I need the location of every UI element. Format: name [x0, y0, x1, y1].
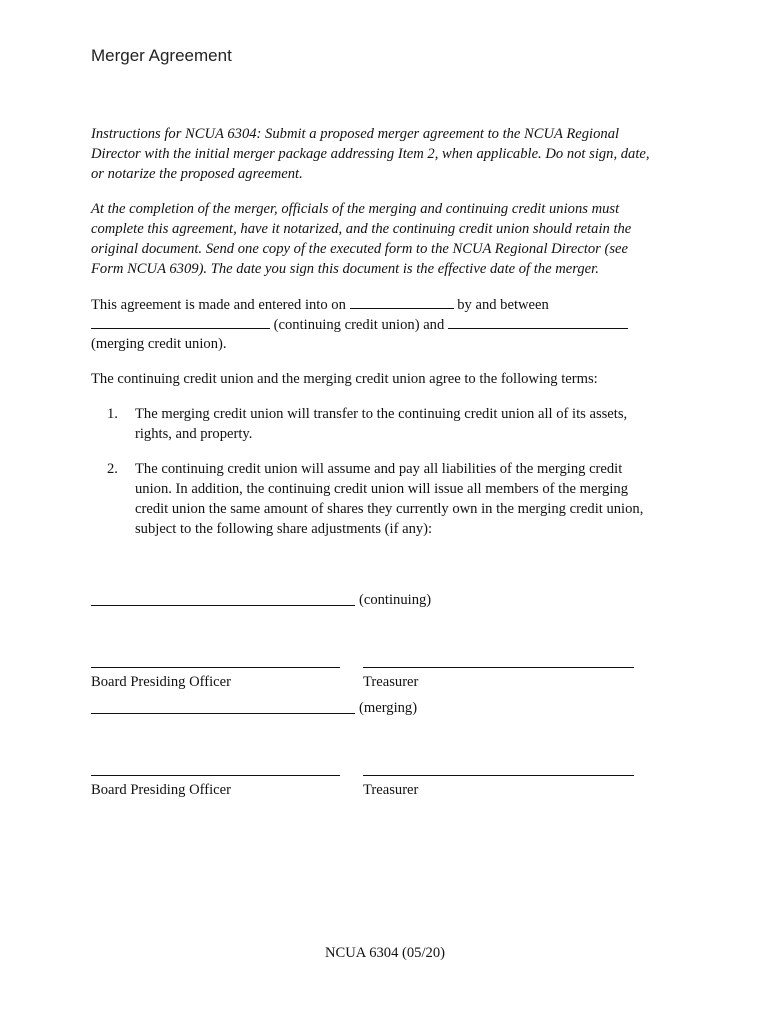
- continuing-cu-label: (continuing credit union) and: [273, 317, 445, 333]
- parties-line: [91, 314, 628, 335]
- instructions-line: Director with the initial merger package addressing Item 2, when applicable. Do not sign, date,: [91, 146, 650, 162]
- continuing-officer-signature-line[interactable]: [91, 667, 340, 668]
- item-line: The merging credit union will transfer to the continuing credit union all of its assets,: [135, 406, 628, 422]
- agreement-date-field[interactable]: [350, 294, 454, 309]
- merging-treasurer-signature-line[interactable]: [363, 775, 634, 776]
- item-line: credit union the same amount of shares they currently own in the merging credit union,: [135, 501, 644, 517]
- continuing-label: (continuing): [359, 592, 432, 608]
- instructions-line: Instructions for NCUA 6304: Submit a proposed merger agreement to the NCUA Regional: [91, 126, 620, 142]
- item-line: subject to the following share adjustments (if any):: [135, 521, 433, 537]
- item-line: union. In addition, the continuing credit union will issue all members of the merging: [135, 481, 628, 497]
- item-line: The continuing credit union will assume and pay all liabilities of the merging credit: [135, 461, 623, 477]
- completion-line: complete this agreement, have it notarized, and the continuing credit union should retain the: [91, 221, 632, 237]
- treasurer-label: Treasurer: [363, 782, 419, 798]
- continuing-cu-signature-line[interactable]: [91, 605, 355, 606]
- intro-mid: by and between: [457, 297, 549, 313]
- item-number: 2.: [107, 461, 118, 477]
- completion-line: At the completion of the merger, officials of the merging and continuing credit unions must: [91, 201, 620, 217]
- instructions-line: or notarize the proposed agreement.: [91, 166, 303, 182]
- form-number-footer: NCUA 6304 (05/20): [325, 945, 445, 961]
- continuing-treasurer-signature-line[interactable]: [363, 667, 634, 668]
- completion-line: original document. Send one copy of the executed form to the NCUA Regional Director (see: [91, 241, 629, 257]
- treasurer-label: Treasurer: [363, 674, 419, 690]
- merging-cu-label: (merging credit union).: [91, 336, 227, 352]
- officer-label: Board Presiding Officer: [91, 674, 231, 690]
- item-line: rights, and property.: [135, 426, 253, 442]
- completion-line: Form NCUA 6309). The date you sign this document is the effective date of the merger.: [91, 261, 599, 277]
- officer-label: Board Presiding Officer: [91, 782, 231, 798]
- merging-cu-name-field[interactable]: [448, 314, 628, 329]
- merging-officer-signature-line[interactable]: [91, 775, 340, 776]
- page-title: Merger Agreement: [91, 46, 232, 65]
- continuing-cu-name-field[interactable]: [91, 314, 270, 329]
- terms-intro: The continuing credit union and the merging credit union agree to the following terms:: [91, 371, 598, 387]
- agreement-intro: [91, 294, 549, 315]
- intro-prefix: This agreement is made and entered into on: [91, 297, 346, 313]
- merging-cu-signature-line[interactable]: [91, 713, 355, 714]
- merging-label: (merging): [359, 700, 418, 716]
- item-number: 1.: [107, 406, 118, 422]
